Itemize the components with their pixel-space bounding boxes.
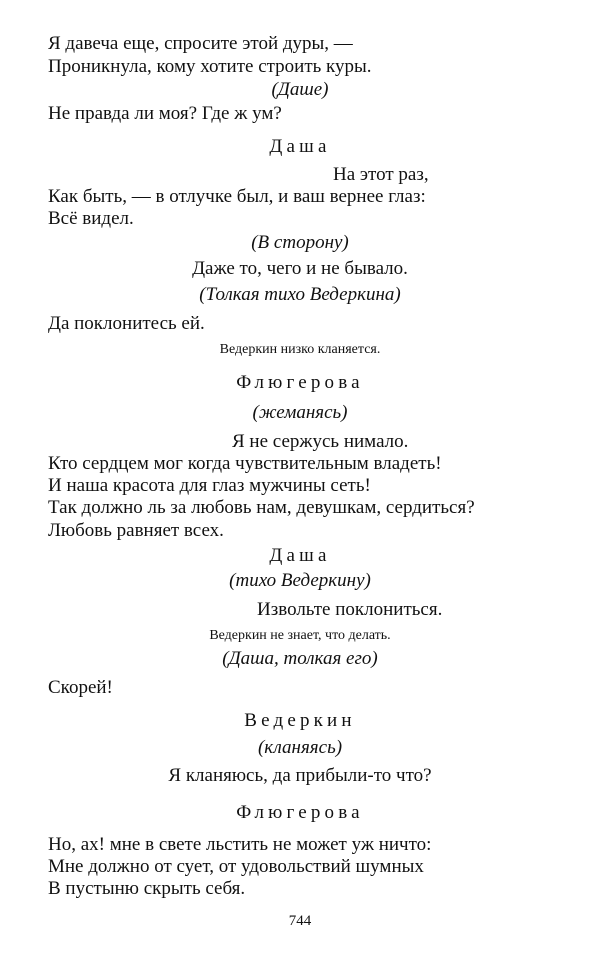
verse-line: И наша красота для глаз мужчины сеть! [48, 475, 371, 496]
stage-direction: (Даша, толкая его) [222, 648, 378, 669]
speaker-name: Ведеркин [244, 710, 356, 731]
verse-line: Но, ах! мне в свете льстить не может уж ничто: [48, 834, 432, 855]
stage-direction: (Толкая тихо Ведеркина) [199, 284, 401, 305]
verse-line: Я давеча еще, спросите этой дуры, — [48, 33, 353, 54]
verse-line: Не правда ли моя? Где ж ум? [48, 103, 282, 124]
verse-line: Так должно ль за любовь нам, девушкам, сердиться? [48, 497, 475, 518]
verse-line: Всё видел. [48, 208, 134, 229]
verse-line: Скорей! [48, 677, 113, 698]
verse-line: Кто сердцем мог когда чувствительным владеть! [48, 453, 442, 474]
stage-direction: (Даше) [271, 79, 329, 100]
verse-line: Даже то, чего и не бывало. [192, 258, 408, 279]
verse-line: Извольте поклониться. [257, 599, 443, 620]
stage-direction: (тихо Ведеркину) [229, 570, 371, 591]
verse-line: Я кланяюсь, да прибыли-то что? [168, 765, 432, 786]
verse-line: Любовь равняет всех. [48, 520, 224, 541]
speaker-name: Флюгерова [236, 372, 364, 393]
stage-remark: Ведеркин не знает, что делать. [209, 628, 391, 643]
verse-line: В пустыню скрыть себя. [48, 878, 246, 899]
speaker-name: Флюгерова [236, 802, 364, 823]
stage-remark: Ведеркин низко кланяется. [219, 342, 381, 357]
verse-line: Проникнула, кому хотите строить куры. [48, 56, 372, 77]
stage-direction: (кланяясь) [257, 737, 343, 758]
verse-line: Мне должно от сует, от удовольствий шумных [48, 856, 424, 877]
verse-line: Как быть, — в отлучке был, и ваш вернее глаз: [48, 186, 426, 207]
page-number: 744 [288, 913, 312, 929]
speaker-name: Даша [269, 136, 331, 157]
verse-line: На этот раз, [333, 164, 429, 185]
stage-direction: (В сторону) [251, 232, 349, 253]
speaker-name: Даша [269, 545, 331, 566]
verse-line: Я не сержусь нимало. [232, 431, 409, 452]
stage-direction: (жеманясь) [252, 402, 348, 423]
verse-line: Да поклонитесь ей. [48, 313, 205, 334]
